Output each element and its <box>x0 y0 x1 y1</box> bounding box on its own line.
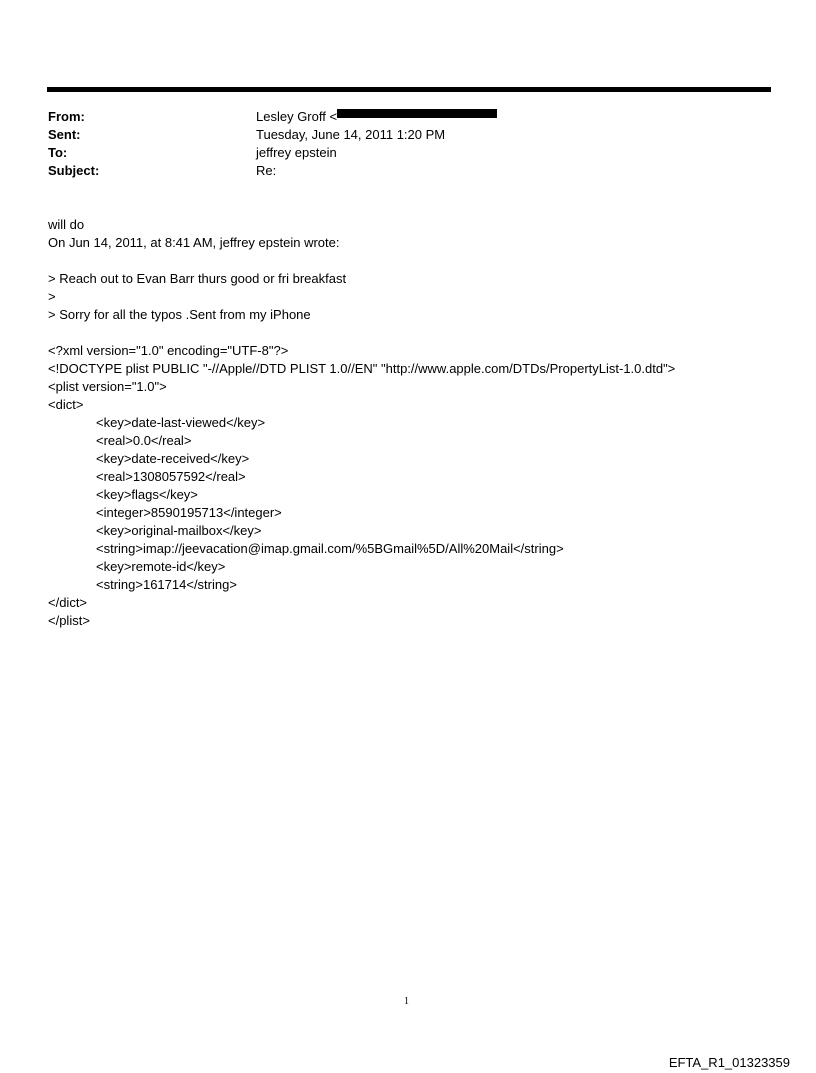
from-value <box>256 108 497 126</box>
body-line: On Jun 14, 2011, at 8:41 AM, jeffrey epstein wrote: <box>48 235 340 250</box>
xml-line: <key>date-received</key> <box>96 451 250 466</box>
body-line: will do <box>48 217 85 232</box>
quote-line: > <box>48 289 56 304</box>
header-rule <box>47 87 771 92</box>
quote-line: > Reach out to Evan Barr thurs good or fri breakfast <box>48 271 347 286</box>
xml-line: <key>date-last-viewed</key> <box>96 415 266 430</box>
to-label: To: <box>48 145 68 160</box>
to-value: jeffrey epstein <box>256 145 337 160</box>
bates-number: EFTA_R1_01323359 <box>668 1055 790 1070</box>
xml-line: <!DOCTYPE plist PUBLIC "-//Apple//DTD PLIST 1.0//EN" "http://www.apple.com/DTDs/PropertyList-1.0.dtd"> <box>48 361 676 376</box>
xml-line: <key>remote-id</key> <box>96 559 226 574</box>
subject-value: Re: <box>256 163 277 178</box>
xml-line: <?xml version="1.0" encoding="UTF-8"?> <box>48 343 289 358</box>
xml-line: <real>1308057592</real> <box>96 469 246 484</box>
xml-line: <dict> <box>48 397 84 412</box>
xml-line: <string>imap://jeevacation@imap.gmail.com/%5BGmail%5D/All%20Mail</string> <box>96 541 564 556</box>
subject-label: Subject: <box>48 163 100 178</box>
redaction-bar <box>337 109 497 118</box>
xml-line: <key>original-mailbox</key> <box>96 523 262 538</box>
sent-label: Sent: <box>48 127 81 142</box>
page-number: 1 <box>404 996 409 1007</box>
sent-value: Tuesday, June 14, 2011 1:20 PM <box>256 127 446 142</box>
quote-line: > Sorry for all the typos .Sent from my iPhone <box>48 307 311 322</box>
from-label: From: <box>48 109 85 124</box>
xml-line: <string>161714</string> <box>96 577 237 592</box>
xml-line: </plist> <box>48 613 90 628</box>
xml-line: <real>0.0</real> <box>96 433 192 448</box>
sender-name: Lesley Groff < <box>256 109 338 124</box>
xml-line: </dict> <box>48 595 88 610</box>
xml-line: <integer>8590195713</integer> <box>96 505 282 520</box>
xml-line: <plist version="1.0"> <box>48 379 167 394</box>
xml-line: <key>flags</key> <box>96 487 198 502</box>
